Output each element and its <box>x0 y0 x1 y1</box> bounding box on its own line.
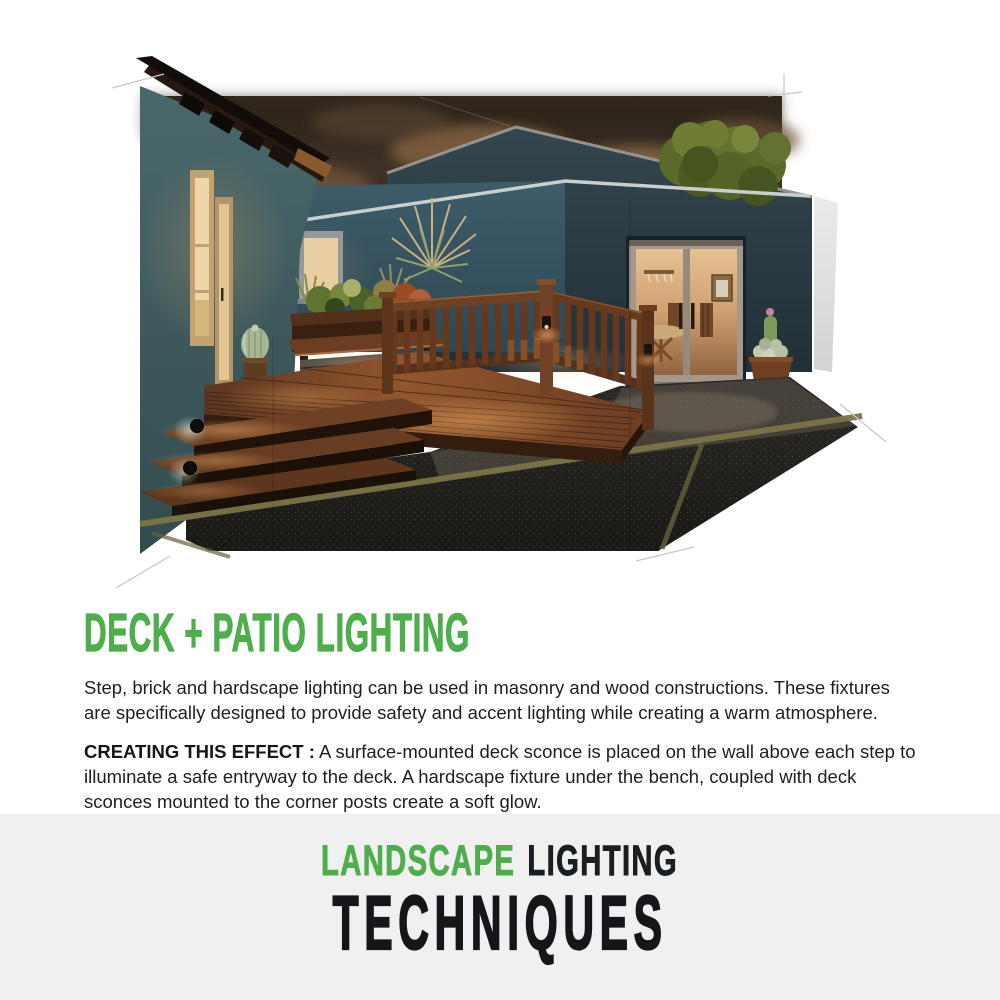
article-section <box>84 603 936 828</box>
effect-line-1: A surface-mounted deck sconce is placed on the wall above each step to <box>319 741 916 762</box>
intro-line-2: are specifically designed to provide safety and accent lighting while creating a warm atmosphere. <box>84 702 878 723</box>
brand-word-lighting: LIGHTING <box>527 837 679 885</box>
brand-line <box>0 837 1000 885</box>
side-panel <box>814 196 838 372</box>
door-handle <box>679 303 683 329</box>
effect-line-3: sconces mounted to the corner posts create a soft glow. <box>84 791 542 812</box>
door-handle <box>691 303 695 329</box>
deck-sconce <box>191 420 204 433</box>
intro-line-1: Step, brick and hardscape lighting can be used in masonry and wood constructions. These fixtures <box>84 677 890 698</box>
left-door <box>215 197 233 389</box>
brand-footer <box>0 814 1000 1000</box>
page-title: DECK + PATIO LIGHTING <box>84 603 471 663</box>
brand-word-landscape: LANDSCAPE <box>321 837 516 885</box>
door-handle <box>221 288 224 301</box>
effect-paragraph <box>84 739 936 814</box>
brand-title: TECHNIQUES <box>332 881 668 966</box>
deck-sconce <box>184 462 197 475</box>
effect-label: CREATING THIS EFFECT : <box>84 741 315 762</box>
left-window <box>190 170 214 346</box>
intro-paragraph <box>84 675 936 725</box>
effect-line-2: illuminate a safe entryway to the deck. A hardscape fixture under the bench, coupled with deck <box>84 766 857 787</box>
